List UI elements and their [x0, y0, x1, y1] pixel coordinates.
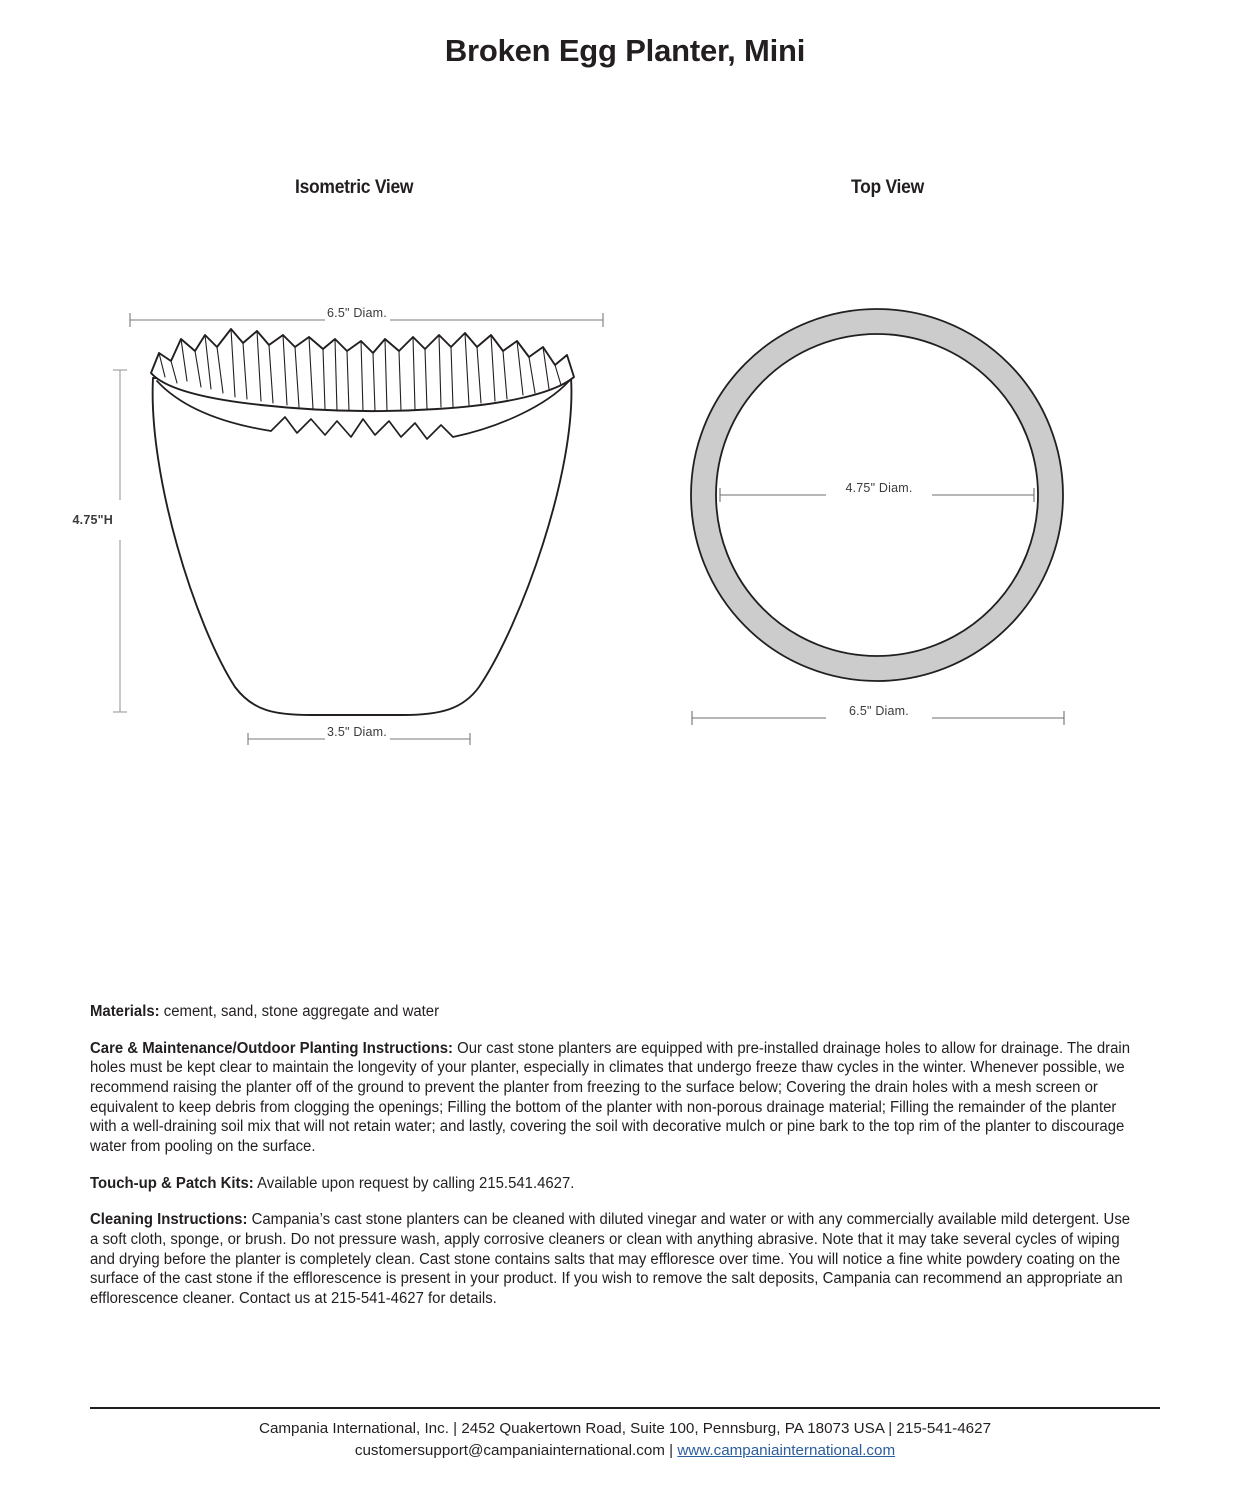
touchup-label: Touch-up & Patch Kits:: [90, 1174, 254, 1192]
top-view-drawing: [680, 295, 1100, 745]
care-text: Our cast stone planters are equipped with pre-installed drainage holes to allow for drainage. The drain holes must be kept clear to maintain the longevity of your planter, especially in climates that undergo freeze thaw cycles in the winter. Whenever possible, we recommend raising the planter off of the ground to prevent the planter from freezing to the surface below; Covering the drain holes with a mesh screen or equivalent to keep debris from clogging the openings; Filling the bottom of the planter with non-porous drainage material; Filling the remainder of the planter with a well-draining soil mix that will not retain water; and lastly, covering the soil with decorative mulch or pine bark to the top rim of the planter to discourage water from pooling on the surface.: [90, 1039, 1131, 1155]
cleaning-text: Campania’s cast stone planters can be cleaned with diluted vinegar and water or with any commercially available mild detergent. Use a soft cloth, sponge, or brush. Do not pressure wash, apply corrosive cleaners or clean with anything abrasive. Note that it may take several cycles of wiping and drying before the planter is completely clean. Cast stone contains salts that may effloresce over time. You will notice a fine white powdery coating on the surface of the cast stone if the efflorescence is present in your product. If you wish to remove the salt deposits, Campania can recommend an appropriate an efflorescence cleaner. Contact us at 215-541-4627 for details.: [90, 1211, 1131, 1307]
care-paragraph: [90, 1039, 1135, 1157]
materials-paragraph: [90, 1002, 1135, 1022]
dimension-bottom-diameter-label: 3.5" Diam.: [327, 725, 387, 739]
footer-website-link[interactable]: www.campaniainternational.com: [677, 1441, 896, 1459]
dimension-outer-diameter-label: 6.5" Diam.: [849, 704, 909, 718]
materials-label: Materials:: [90, 1003, 160, 1020]
footer-separator: |: [664, 1441, 678, 1459]
dimension-height-label: 4.75"H: [72, 513, 113, 527]
cleaning-paragraph: [90, 1210, 1135, 1308]
dimension-inner-diameter-label: 4.75" Diam.: [845, 481, 913, 495]
isometric-view-heading: Isometric View: [295, 177, 414, 198]
specifications-content: [90, 1002, 1162, 1309]
footer-divider: [90, 1407, 1160, 1409]
footer-contact-line: [0, 1440, 1250, 1462]
dimension-height: [113, 370, 127, 712]
touchup-text: Available upon request by calling 215.541.4627.: [253, 1174, 575, 1192]
touchup-paragraph: [90, 1174, 1135, 1194]
planter-body-outline: [153, 378, 572, 715]
cleaning-label: Cleaning Instructions:: [90, 1211, 248, 1229]
footer: [0, 1418, 1250, 1461]
dimension-top-diameter-label: 6.5" Diam.: [327, 306, 387, 320]
care-label: Care & Maintenance/Outdoor Planting Instructions:: [90, 1039, 453, 1057]
isometric-view-drawing: [72, 295, 630, 765]
page-title: Broken Egg Planter, Mini: [444, 33, 806, 68]
materials-text: cement, sand, stone aggregate and water: [159, 1003, 440, 1020]
footer-email[interactable]: customersupport@campaniainternational.com: [354, 1441, 665, 1459]
footer-company-line: Campania International, Inc. | 2452 Quakertown Road, Suite 100, Pennsburg, PA 18073 USA | 215-541-4627: [258, 1420, 992, 1437]
top-view-heading: Top View: [851, 177, 924, 198]
